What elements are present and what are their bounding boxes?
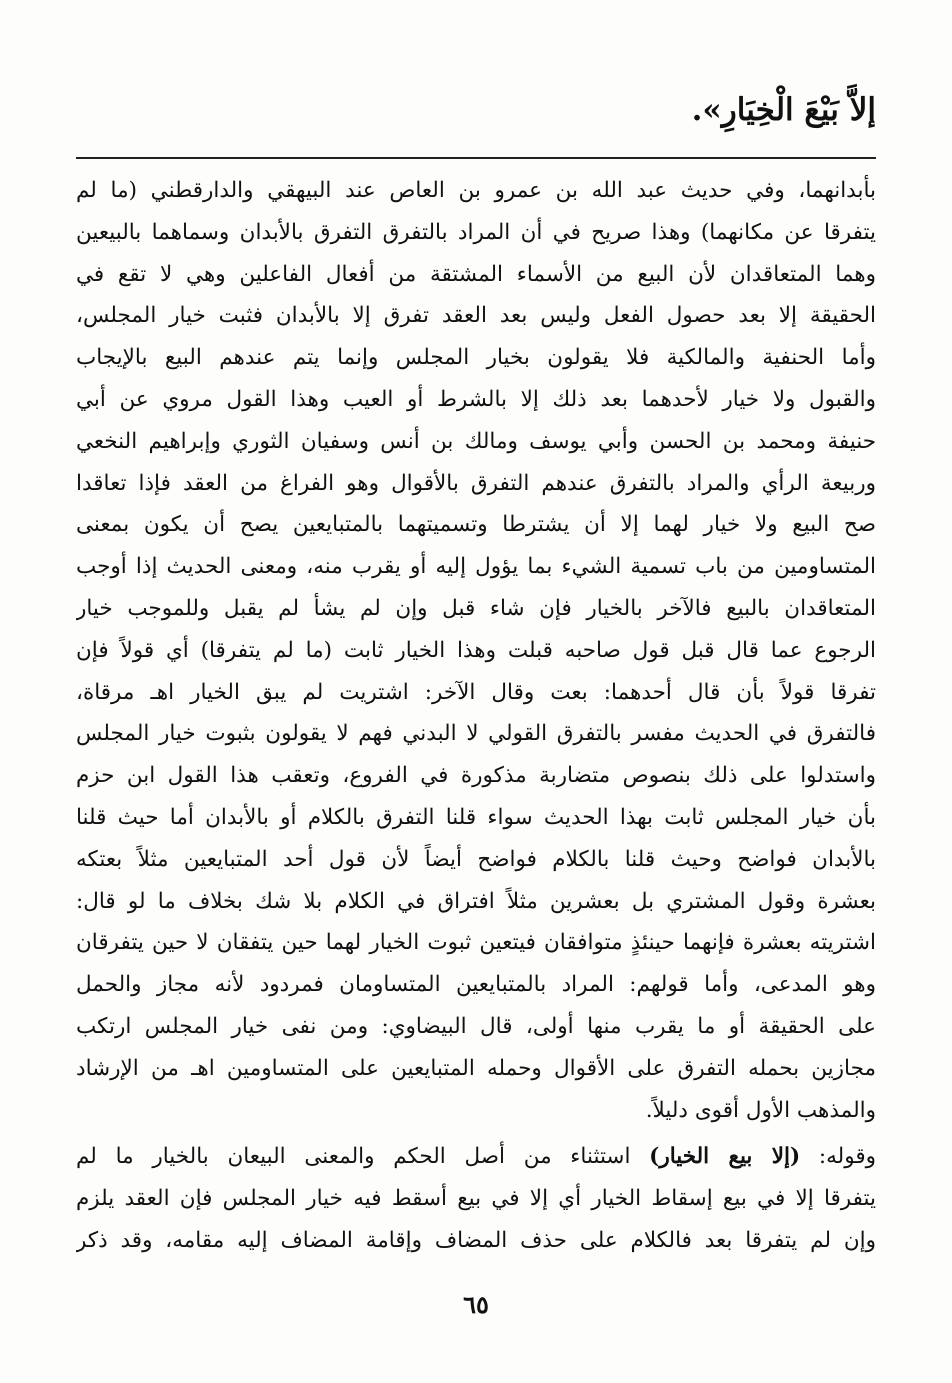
text-line: والقبول ولا خيار لأحدهما بعد ذلك إلا بالشرط أو العيب وهذا القول مروي عن أبي (76, 386, 876, 412)
text-line: بأن خيار المجلس ثابت بهذا الحديث سواء قلنا التفرق بالكلام أو بالأبدان أما حيث قلنا (76, 804, 876, 830)
main-paragraph (76, 170, 876, 1131)
text-line: وربيعة الرأي والمراد بالتفرق عندهم التفرق بالأقوال وهو الفراغ من العقد فإذا تعاقدا (76, 470, 876, 496)
quoted-term: (إلا بيع الخيار) (649, 1144, 801, 1169)
text-line: الرجوع عما قال قبل قول صاحبه قبلت وهذا الخيار ثابت (ما لم يتفرقا) أي قولاً فإن (76, 637, 876, 663)
text-line: المتساومين من باب تسمية الشيء بما يؤول إليه أو يقرب منه، ومعنى الحديث إذا أوجب (76, 554, 876, 580)
text-line: المتعاقدان بالبيع فالآخر بالخيار فإن شاء قبل وإن لم يشأ لم يقبل وللموجب خيار (76, 595, 876, 621)
text-line: والمذهب الأول أقوى دليلاً. (645, 1097, 876, 1123)
text-line: واستدلوا على ذلك بنصوص متضاربة مذكورة في الفروع، وتعقب هذا القول ابن حزم (76, 763, 876, 789)
text-line: بالأبدان فواضح وحيث قلنا بالكلام فواضح أيضاً لأن قول أحد المتبايعين مثلاً بعتكه (76, 846, 876, 872)
paragraph-lead: وقوله: (800, 1144, 876, 1169)
text-line: الحقيقة إلا بعد حصول الفعل وليس بعد العقد تفرق إلا بالأبدان فثبت خيار المجلس، (76, 303, 876, 329)
text-line: يتفرقا عن مكانهما) وهذا صريح في أن المراد بالتفرق التفرق بالأبدان وسماهما بالبيعين (76, 219, 876, 245)
header-divider (76, 157, 876, 159)
text-line: صح البيع ولا خيار لهما إلا أن يشترطا وتسميتهما بالمتبايعين يصح أن يكون بمعنى (76, 512, 876, 538)
text-line: بعشرة وقول المشتري بل بعشرين مثلاً افتراق في الكلام بلا شك بخلاف ما لو قال: (76, 888, 876, 914)
text-line: بأبدانهما، وفي حديث عبد الله بن عمرو بن العاص عند البيهقي والدارقطني (ما لم (76, 178, 876, 203)
page-number: ٦٥ (463, 1290, 489, 1319)
text-line: يتفرقا إلا في بيع إسقاط الخيار أي إلا في بيع أسقط فيه خيار المجلس فإن العقد يلزم (76, 1185, 876, 1211)
text-line: تفرقا قولاً بأن قال أحدهما: بعت وقال الآخر: اشتريت لم يبق الخيار اهـ مرقاة، (76, 679, 876, 705)
second-paragraph (76, 1136, 876, 1261)
text-line: فالتفرق في الحديث مفسر بالتفرق القولي لا البدني فهم لا يقولون بثبوت خيار المجلس (76, 721, 876, 747)
text-line: وأما الحنفية والمالكية فلا يقولون بخيار المجلس وإنما يتم عندهم البيع بالإيجاب (76, 345, 876, 371)
text-line: وهما المتعاقدان لأن البيع من الأسماء المشتقة من أفعال الفاعلين وهي لا تقع في (76, 261, 876, 287)
text-line: مجازين بحمله التفرق على الأقوال وحمله المتبايعين على المتساومين اهـ من الإرشاد (76, 1055, 876, 1081)
text-line (76, 1136, 876, 1178)
text-line: على الحقيقة أو ما يقرب منها أولى، قال البيضاوي: ومن نفى خيار المجلس ارتكب (76, 1013, 876, 1039)
header-quote: إلاَّ بَيْعَ الْخِيَارِ». (691, 92, 876, 128)
text-line: حنيفة ومحمد بن الحسن وأبي يوسف ومالك بن أنس وسفيان الثوري وإبراهيم النخعي (76, 428, 876, 454)
text-line: وهو المدعى، وأما قولهم: المراد بالمتبايعين المتساومان فمردود لأنه مجاز والحمل (76, 972, 876, 998)
paragraph-continuation: استثناء من أصل الحكم والمعنى البيعان بالخيار ما لم (76, 1144, 650, 1169)
text-line: اشتريته بعشرة فإنهما حينئذٍ متوافقان فيتعين ثبوت الخيار لهما حين يتفقان لا حين يتفرقان (76, 930, 876, 956)
text-line: وإن لم يتفرقا بعد فالكلام على حذف المضاف وإقامة المضاف إليه مقامه، وقد ذكر (76, 1227, 876, 1253)
